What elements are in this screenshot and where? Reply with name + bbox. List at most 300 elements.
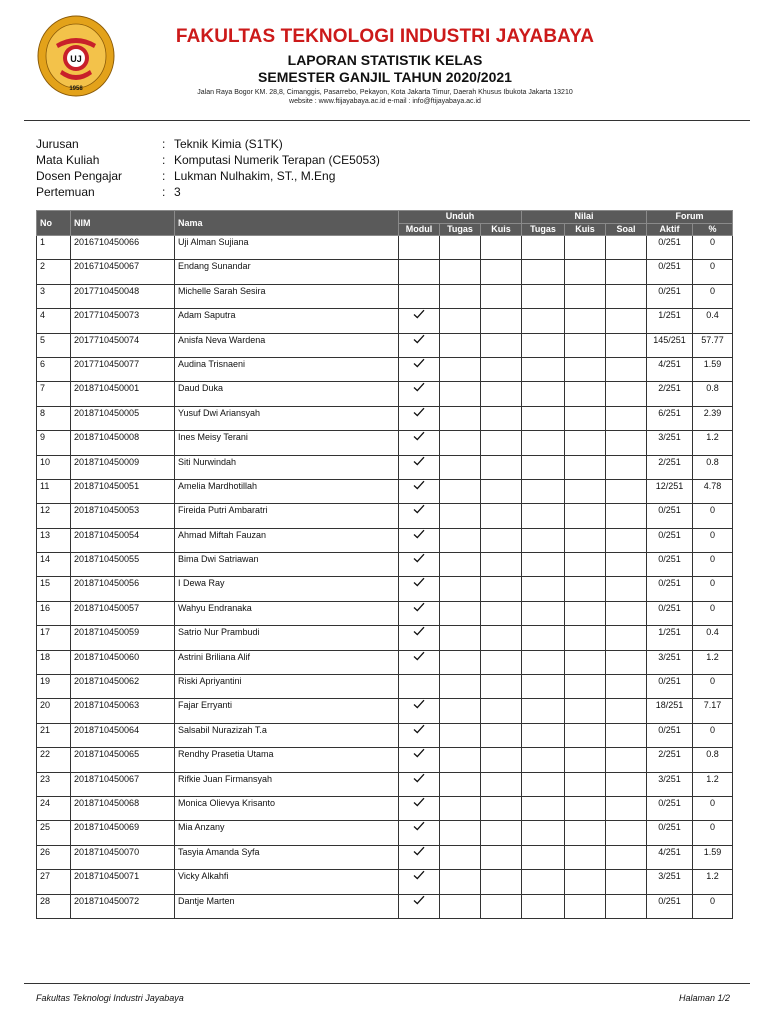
cell-n-kuis	[565, 504, 606, 528]
cell-modul	[399, 796, 440, 820]
cell-kuis	[481, 260, 522, 284]
cell-soal	[606, 455, 647, 479]
cell-aktif: 2/251	[647, 382, 693, 406]
cell-no: 24	[37, 796, 71, 820]
cell-nama: Adam Saputra	[175, 309, 399, 333]
cell-aktif: 2/251	[647, 748, 693, 772]
cell-aktif: 0/251	[647, 796, 693, 820]
cell-nim: 2018710450071	[71, 870, 175, 894]
cell-modul	[399, 504, 440, 528]
cell-tugas	[440, 870, 481, 894]
cell-pct: 0	[693, 553, 733, 577]
table-row	[37, 236, 733, 260]
info-dosen	[36, 168, 380, 184]
cell-n-kuis	[565, 650, 606, 674]
header-nilai-kuis: Kuis	[565, 223, 606, 236]
cell-no: 19	[37, 675, 71, 699]
cell-aktif: 0/251	[647, 553, 693, 577]
cell-n-tugas	[522, 528, 565, 552]
cell-tugas	[440, 821, 481, 845]
cell-modul	[399, 431, 440, 455]
cell-modul	[399, 577, 440, 601]
checkmark-icon	[413, 748, 425, 758]
cell-nim: 2017710450077	[71, 357, 175, 381]
table-row	[37, 528, 733, 552]
table-row	[37, 284, 733, 308]
header-row-top	[37, 211, 733, 224]
cell-nim: 2018710450063	[71, 699, 175, 723]
cell-tugas	[440, 894, 481, 918]
cell-n-tugas	[522, 650, 565, 674]
cell-nama: Fireida Putri Ambaratri	[175, 504, 399, 528]
cell-nama: Audina Trisnaeni	[175, 357, 399, 381]
cell-modul	[399, 601, 440, 625]
cell-soal	[606, 553, 647, 577]
institution-name: FAKULTAS TEKNOLOGI INDUSTRI JAYABAYA	[175, 26, 595, 47]
cell-soal	[606, 870, 647, 894]
cell-n-kuis	[565, 236, 606, 260]
cell-pct: 0	[693, 504, 733, 528]
cell-tugas	[440, 284, 481, 308]
cell-pct: 0.8	[693, 382, 733, 406]
cell-pct: 0	[693, 796, 733, 820]
cell-nim: 2018710450056	[71, 577, 175, 601]
cell-nim: 2018710450059	[71, 626, 175, 650]
cell-nama: Amelia Mardhotillah	[175, 479, 399, 503]
cell-nim: 2018710450067	[71, 772, 175, 796]
cell-soal	[606, 845, 647, 869]
cell-nim: 2018710450053	[71, 504, 175, 528]
cell-modul	[399, 845, 440, 869]
cell-pct: 0	[693, 284, 733, 308]
cell-n-kuis	[565, 821, 606, 845]
mata-kuliah-label: Mata Kuliah	[36, 153, 100, 167]
cell-modul	[399, 650, 440, 674]
cell-n-tugas	[522, 723, 565, 747]
cell-soal	[606, 577, 647, 601]
table-row	[37, 699, 733, 723]
checkmark-icon	[413, 407, 425, 417]
info-pertemuan	[36, 184, 380, 200]
cell-soal	[606, 236, 647, 260]
cell-tugas	[440, 455, 481, 479]
table-row	[37, 601, 733, 625]
cell-nim: 2018710450009	[71, 455, 175, 479]
cell-kuis	[481, 699, 522, 723]
cell-n-tugas	[522, 504, 565, 528]
cell-tugas	[440, 845, 481, 869]
cell-aktif: 1/251	[647, 626, 693, 650]
cell-nama: Anisfa Neva Wardena	[175, 333, 399, 357]
cell-soal	[606, 479, 647, 503]
dosen-label: Dosen Pengajar	[36, 169, 123, 183]
cell-n-kuis	[565, 406, 606, 430]
cell-soal	[606, 723, 647, 747]
cell-tugas	[440, 504, 481, 528]
cell-tugas	[440, 748, 481, 772]
cell-tugas	[440, 675, 481, 699]
table-body	[37, 236, 733, 919]
cell-aktif: 0/251	[647, 504, 693, 528]
report-header	[0, 0, 768, 122]
svg-text:UJ: UJ	[70, 54, 82, 64]
cell-pct: 1.2	[693, 772, 733, 796]
cell-n-tugas	[522, 601, 565, 625]
cell-aktif: 145/251	[647, 333, 693, 357]
cell-n-tugas	[522, 309, 565, 333]
cell-n-kuis	[565, 479, 606, 503]
cell-nim: 2018710450065	[71, 748, 175, 772]
cell-n-tugas	[522, 772, 565, 796]
cell-no: 9	[37, 431, 71, 455]
colon: :	[162, 185, 166, 199]
cell-pct: 1.2	[693, 431, 733, 455]
table-row	[37, 553, 733, 577]
table-row	[37, 577, 733, 601]
table-row	[37, 309, 733, 333]
cell-n-tugas	[522, 577, 565, 601]
cell-modul	[399, 626, 440, 650]
cell-pct: 0	[693, 528, 733, 552]
cell-nim: 2018710450072	[71, 894, 175, 918]
cell-n-tugas	[522, 455, 565, 479]
cell-n-kuis	[565, 577, 606, 601]
cell-soal	[606, 260, 647, 284]
cell-aktif: 0/251	[647, 260, 693, 284]
cell-nama: Ahmad Miftah Fauzan	[175, 528, 399, 552]
cell-n-tugas	[522, 748, 565, 772]
cell-aktif: 0/251	[647, 236, 693, 260]
cell-nim: 2018710450057	[71, 601, 175, 625]
cell-nama: Rifkie Juan Firmansyah	[175, 772, 399, 796]
checkmark-icon	[413, 504, 425, 514]
checkmark-icon	[413, 431, 425, 441]
cell-n-tugas	[522, 870, 565, 894]
cell-aktif: 0/251	[647, 675, 693, 699]
cell-n-kuis	[565, 553, 606, 577]
cell-modul	[399, 723, 440, 747]
title-block	[130, 26, 640, 106]
cell-no: 2	[37, 260, 71, 284]
cell-soal	[606, 601, 647, 625]
table-row	[37, 504, 733, 528]
cell-nim: 2018710450070	[71, 845, 175, 869]
checkmark-icon	[413, 651, 425, 661]
header-unduh: Unduh	[399, 211, 522, 224]
cell-pct: 1.59	[693, 845, 733, 869]
cell-n-tugas	[522, 236, 565, 260]
cell-kuis	[481, 406, 522, 430]
cell-nama: Mia Anzany	[175, 821, 399, 845]
checkmark-icon	[413, 553, 425, 563]
cell-n-tugas	[522, 284, 565, 308]
table-row	[37, 845, 733, 869]
cell-no: 13	[37, 528, 71, 552]
cell-soal	[606, 406, 647, 430]
header-soal: Soal	[606, 223, 647, 236]
cell-nim: 2018710450008	[71, 431, 175, 455]
header-nim: NIM	[71, 211, 175, 236]
university-logo-icon	[36, 14, 116, 98]
cell-nama: Daud Duka	[175, 382, 399, 406]
cell-aktif: 4/251	[647, 845, 693, 869]
footer-divider	[24, 983, 750, 984]
cell-nama: I Dewa Ray	[175, 577, 399, 601]
cell-n-kuis	[565, 455, 606, 479]
cell-pct: 1.2	[693, 650, 733, 674]
cell-nim: 2018710450005	[71, 406, 175, 430]
cell-tugas	[440, 357, 481, 381]
cell-n-tugas	[522, 699, 565, 723]
checkmark-icon	[413, 529, 425, 539]
info-jurusan	[36, 136, 380, 152]
jurusan-value: Teknik Kimia (S1TK)	[174, 137, 283, 151]
table-row	[37, 260, 733, 284]
cell-n-kuis	[565, 894, 606, 918]
cell-aktif: 3/251	[647, 772, 693, 796]
cell-nama: Wahyu Endranaka	[175, 601, 399, 625]
cell-n-tugas	[522, 357, 565, 381]
cell-aktif: 2/251	[647, 455, 693, 479]
cell-modul	[399, 870, 440, 894]
cell-kuis	[481, 772, 522, 796]
cell-no: 26	[37, 845, 71, 869]
table-row	[37, 650, 733, 674]
cell-nama: Rendhy Prasetia Utama	[175, 748, 399, 772]
table-row	[37, 821, 733, 845]
checkmark-icon	[413, 334, 425, 344]
cell-kuis	[481, 236, 522, 260]
cell-soal	[606, 528, 647, 552]
cell-n-kuis	[565, 284, 606, 308]
cell-pct: 4.78	[693, 479, 733, 503]
header-percent: %	[693, 223, 733, 236]
cell-aktif: 1/251	[647, 309, 693, 333]
course-info	[36, 136, 380, 200]
header-no: No	[37, 211, 71, 236]
header-kuis: Kuis	[481, 223, 522, 236]
cell-n-kuis	[565, 796, 606, 820]
cell-soal	[606, 796, 647, 820]
cell-n-tugas	[522, 626, 565, 650]
cell-modul	[399, 382, 440, 406]
cell-pct: 0	[693, 675, 733, 699]
cell-no: 14	[37, 553, 71, 577]
cell-no: 21	[37, 723, 71, 747]
cell-soal	[606, 333, 647, 357]
cell-no: 22	[37, 748, 71, 772]
mata-kuliah-value: Komputasi Numerik Terapan (CE5053)	[174, 153, 380, 167]
checkmark-icon	[413, 846, 425, 856]
colon: :	[162, 153, 166, 167]
cell-n-tugas	[522, 479, 565, 503]
cell-n-tugas	[522, 894, 565, 918]
cell-pct: 0.8	[693, 455, 733, 479]
cell-aktif: 3/251	[647, 870, 693, 894]
header-forum: Forum	[647, 211, 733, 224]
cell-kuis	[481, 284, 522, 308]
cell-modul	[399, 406, 440, 430]
cell-kuis	[481, 675, 522, 699]
cell-n-kuis	[565, 723, 606, 747]
semester-title: SEMESTER GANJIL TAHUN 2020/2021	[258, 69, 512, 85]
cell-aktif: 0/251	[647, 577, 693, 601]
cell-kuis	[481, 553, 522, 577]
cell-modul	[399, 821, 440, 845]
cell-modul	[399, 748, 440, 772]
cell-soal	[606, 284, 647, 308]
checkmark-icon	[413, 480, 425, 490]
table-row	[37, 357, 733, 381]
cell-no: 17	[37, 626, 71, 650]
cell-tugas	[440, 406, 481, 430]
cell-nim: 2018710450051	[71, 479, 175, 503]
cell-n-kuis	[565, 845, 606, 869]
cell-modul	[399, 528, 440, 552]
footer-institution: Fakultas Teknologi Industri Jayabaya	[36, 993, 184, 1003]
cell-n-kuis	[565, 528, 606, 552]
cell-tugas	[440, 528, 481, 552]
cell-modul	[399, 479, 440, 503]
cell-no: 20	[37, 699, 71, 723]
cell-tugas	[440, 431, 481, 455]
cell-pct: 2.39	[693, 406, 733, 430]
cell-n-kuis	[565, 382, 606, 406]
header-nama: Nama	[175, 211, 399, 236]
cell-pct: 57.77	[693, 333, 733, 357]
cell-pct: 0	[693, 821, 733, 845]
cell-soal	[606, 821, 647, 845]
table-row	[37, 894, 733, 918]
cell-tugas	[440, 601, 481, 625]
dosen-value: Lukman Nulhakim, ST., M.Eng	[174, 169, 336, 183]
cell-n-tugas	[522, 431, 565, 455]
cell-nim: 2018710450062	[71, 675, 175, 699]
checkmark-icon	[413, 797, 425, 807]
pertemuan-value: 3	[174, 185, 181, 199]
cell-n-tugas	[522, 796, 565, 820]
cell-n-kuis	[565, 748, 606, 772]
cell-aktif: 4/251	[647, 357, 693, 381]
cell-nama: Siti Nurwindah	[175, 455, 399, 479]
svg-text:1958: 1958	[69, 86, 83, 92]
cell-tugas	[440, 479, 481, 503]
table-row	[37, 382, 733, 406]
header-tugas: Tugas	[440, 223, 481, 236]
cell-n-tugas	[522, 406, 565, 430]
info-mata-kuliah	[36, 152, 380, 168]
cell-tugas	[440, 577, 481, 601]
table-row	[37, 870, 733, 894]
cell-nama: Satrio Nur Prambudi	[175, 626, 399, 650]
cell-tugas	[440, 333, 481, 357]
cell-pct: 0	[693, 577, 733, 601]
checkmark-icon	[413, 821, 425, 831]
cell-aktif: 18/251	[647, 699, 693, 723]
cell-kuis	[481, 601, 522, 625]
cell-nama: Riski Apriyantini	[175, 675, 399, 699]
cell-pct: 0	[693, 236, 733, 260]
header-aktif: Aktif	[647, 223, 693, 236]
cell-n-tugas	[522, 260, 565, 284]
cell-nim: 2018710450068	[71, 796, 175, 820]
cell-aktif: 12/251	[647, 479, 693, 503]
cell-modul	[399, 260, 440, 284]
cell-soal	[606, 309, 647, 333]
cell-modul	[399, 675, 440, 699]
cell-soal	[606, 504, 647, 528]
table-row	[37, 723, 733, 747]
cell-no: 18	[37, 650, 71, 674]
cell-nim: 2017710450074	[71, 333, 175, 357]
cell-kuis	[481, 382, 522, 406]
header-nilai-tugas: Tugas	[522, 223, 565, 236]
cell-kuis	[481, 309, 522, 333]
contact-text: website : www.ftijayabaya.ac.id e-mail : info@ftijayabaya.ac.id	[289, 98, 481, 105]
cell-nama: Bima Dwi Satriawan	[175, 553, 399, 577]
cell-n-kuis	[565, 260, 606, 284]
cell-nama: Salsabil Nurazizah T.a	[175, 723, 399, 747]
cell-nama: Vicky Alkahfi	[175, 870, 399, 894]
cell-soal	[606, 626, 647, 650]
cell-no: 8	[37, 406, 71, 430]
cell-soal	[606, 431, 647, 455]
cell-aktif: 3/251	[647, 431, 693, 455]
table-row	[37, 455, 733, 479]
cell-aktif: 0/251	[647, 894, 693, 918]
cell-tugas	[440, 553, 481, 577]
checkmark-icon	[413, 358, 425, 368]
cell-no: 28	[37, 894, 71, 918]
checkmark-icon	[413, 577, 425, 587]
cell-nama: Endang Sunandar	[175, 260, 399, 284]
cell-kuis	[481, 577, 522, 601]
cell-n-tugas	[522, 333, 565, 357]
checkmark-icon	[413, 699, 425, 709]
colon: :	[162, 137, 166, 151]
cell-pct: 0	[693, 894, 733, 918]
cell-modul	[399, 309, 440, 333]
cell-no: 5	[37, 333, 71, 357]
cell-nama: Astrini Briliana Alif	[175, 650, 399, 674]
table-row	[37, 626, 733, 650]
footer-page-number: Halaman 1/2	[678, 993, 730, 1003]
cell-soal	[606, 772, 647, 796]
cell-kuis	[481, 821, 522, 845]
cell-pct: 0	[693, 723, 733, 747]
cell-n-tugas	[522, 845, 565, 869]
cell-kuis	[481, 357, 522, 381]
cell-kuis	[481, 504, 522, 528]
cell-aktif: 6/251	[647, 406, 693, 430]
cell-no: 1	[37, 236, 71, 260]
cell-tugas	[440, 772, 481, 796]
cell-n-tugas	[522, 821, 565, 845]
table-row	[37, 406, 733, 430]
cell-modul	[399, 284, 440, 308]
cell-n-tugas	[522, 675, 565, 699]
cell-nama: Michelle Sarah Sesira	[175, 284, 399, 308]
cell-n-kuis	[565, 870, 606, 894]
cell-nama: Dantje Marten	[175, 894, 399, 918]
table-row	[37, 479, 733, 503]
cell-no: 7	[37, 382, 71, 406]
cell-no: 15	[37, 577, 71, 601]
cell-tugas	[440, 382, 481, 406]
cell-n-kuis	[565, 431, 606, 455]
cell-modul	[399, 333, 440, 357]
cell-n-kuis	[565, 357, 606, 381]
